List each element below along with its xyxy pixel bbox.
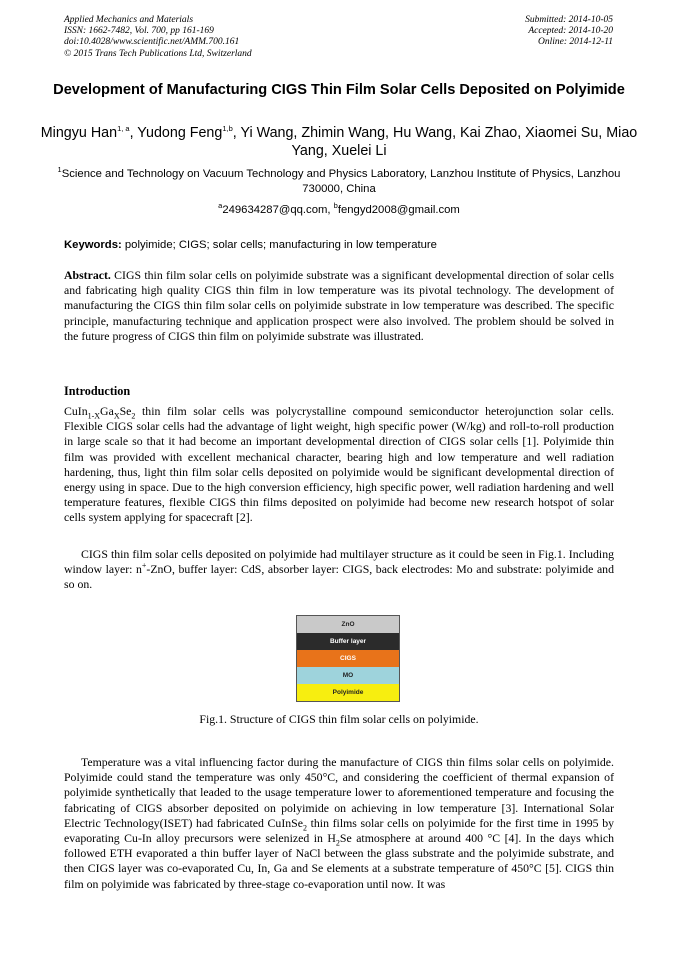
layer-structure-figure: [296, 615, 400, 702]
journal-issn: ISSN: 1662-7482, Vol. 700, pp 161-169: [64, 26, 214, 37]
paper-title: Development of Manufacturing CIGS Thin Film Solar Cells Deposited on Polyimide: [53, 82, 625, 98]
submission-dates: [525, 15, 613, 49]
journal-info: [64, 15, 252, 60]
affiliation: [40, 167, 638, 197]
paragraph-text: Se atmosphere at around 400 °C [4]. In the days which followed ETH evaporated a thin buffer layer of NaCl between the glass substrate and the polyimide substrate, and then CIGS layer was co-evaporated Cu, In, Ga and Se elements at a substrate temperature of 450°C [5]. CIGS thin film on polyimide was fabricated by three-stage co-evaporation until now. It was: [64, 831, 614, 891]
introduction-heading: Introduction: [64, 384, 131, 398]
abstract-text: CIGS thin film solar cells on polyimide substrate was a significant developmental direction of solar cells and fabricating high quality CIGS thin film in low temperature was its pivotal technology. The development of manufacturing the CIGS thin film solar cells on polyimide substrate in low temperature was described. The specific principle, manufacturing technique and application prospect were also involved. The problem should be solved in the future progress of CIGS thin film on polyimide substrate was illustrated.: [64, 268, 614, 343]
abstract: [64, 268, 614, 344]
formula-sub: 2: [131, 411, 136, 421]
introduction-paragraph-1: [64, 404, 614, 526]
author-list: [40, 124, 638, 160]
author-1: Mingyu Han: [40, 125, 118, 141]
paragraph-text: thin films solar cells on polyimide for the first time in 1995 by evaporating Cu-In alloy precursors were selenized in H: [64, 815, 614, 846]
formula-sub: 1-X: [87, 411, 101, 421]
keywords-label: Keywords:: [64, 239, 122, 251]
email-b-sup: b: [333, 201, 338, 211]
formula-part: Ga: [100, 404, 114, 418]
layer-buffer-layer: Buffer layer: [297, 633, 399, 650]
keywords: [64, 238, 614, 253]
subscript: 2: [302, 823, 307, 833]
paragraph-text: CIGS thin film solar cells deposited on polyimide had multilayer structure as it could be seen in Fig.1. Including window layer: n: [64, 547, 614, 577]
journal-copyright: © 2015 Trans Tech Publications Ltd, Switzerland: [64, 48, 252, 59]
paragraph-text: -ZnO, buffer layer: CdS, absorber layer: CIGS, back electrodes: Mo and substrate: polyimide and so on.: [64, 562, 614, 592]
layer-polyimide: Polyimide: [297, 684, 399, 701]
body-paragraph-3: [64, 755, 614, 892]
subscript: 2: [335, 838, 340, 848]
formula-sub: X: [113, 411, 120, 421]
author-emails: [40, 203, 638, 218]
email-a: 249634287@qq.com,: [222, 204, 334, 216]
other-authors: , Yi Wang, Zhimin Wang, Hu Wang, Kai Zhao, Xiaomei Su, Miao Yang, Xuelei Li: [232, 125, 638, 159]
paragraph-text: Temperature was a vital influencing factor during the manufacture of CIGS thin films solar cells on polyimide. Polyimide could stand the temperature was only 450°C, and considering the coefficient of thermal expansion of polyimide synthetically that leaded to the usage temperature lower to aforementioned temperature and focusing the fabricating of CIGS absorber deposited on polyimide on achieving in low temperature [3]. International Solar Electric Technology(ISET) had fabricated CuInSe: [64, 755, 614, 830]
author-2: , Yudong Feng: [129, 125, 223, 141]
superscript: +: [141, 561, 147, 571]
affiliation-text: Science and Technology on Vacuum Technology and Physics Laboratory, Lanzhou Institute of Physics, Lanzhou 730000, China: [61, 168, 621, 195]
layer-cigs: CIGS: [297, 650, 399, 667]
layer-mo: MO: [297, 667, 399, 684]
layer-zno: ZnO: [297, 616, 399, 633]
email-b: fengyd2008@gmail.com: [337, 204, 460, 216]
abstract-label: Abstract.: [64, 268, 111, 282]
affiliation-sup: 1: [57, 165, 62, 175]
introduction-paragraph-2: [64, 547, 614, 593]
formula-part: CuIn: [64, 404, 88, 418]
formula-part: Se: [119, 404, 132, 418]
journal-doi: doi:10.4028/www.scientific.net/AMM.700.161: [64, 37, 240, 48]
paragraph-text: thin film solar cells was polycrystalline compound semiconductor heterojunction solar cells. Flexible CIGS solar cells had the advantage of light weight, high specific power (W/kg) and roll-to-roll production in large scale so that it had become an important developmental direction of CIGS solar cells [1]. Polyimide thin film was provided with excellent mechanical character, bearing high and low temperature and well radiation hardening, thus, light thin film solar cells deposited on polyimide would be significant developmental direction of energy using in space. Due to the high conversion efficiency, high specific power, well radiation hardening and well temperature features, flexible CIGS thin films deposited on polyimide had become new research hotspot of solar cells system applying for spacecraft [2].: [64, 404, 614, 525]
email-a-sup: a: [218, 201, 223, 211]
accepted-date: Accepted: 2014-10-20: [528, 26, 613, 37]
submitted-date: Submitted: 2014-10-05: [525, 15, 613, 25]
author-2-sup: 1,b: [222, 124, 233, 134]
online-date: Online: 2014-12-11: [537, 37, 613, 48]
figure-caption: Fig.1. Structure of CIGS thin film solar cells on polyimide.: [199, 712, 479, 726]
journal-name: Applied Mechanics and Materials: [64, 15, 194, 25]
author-1-sup: 1, a: [117, 124, 130, 134]
keywords-text: polyimide; CIGS; solar cells; manufacturing in low temperature: [121, 239, 437, 251]
